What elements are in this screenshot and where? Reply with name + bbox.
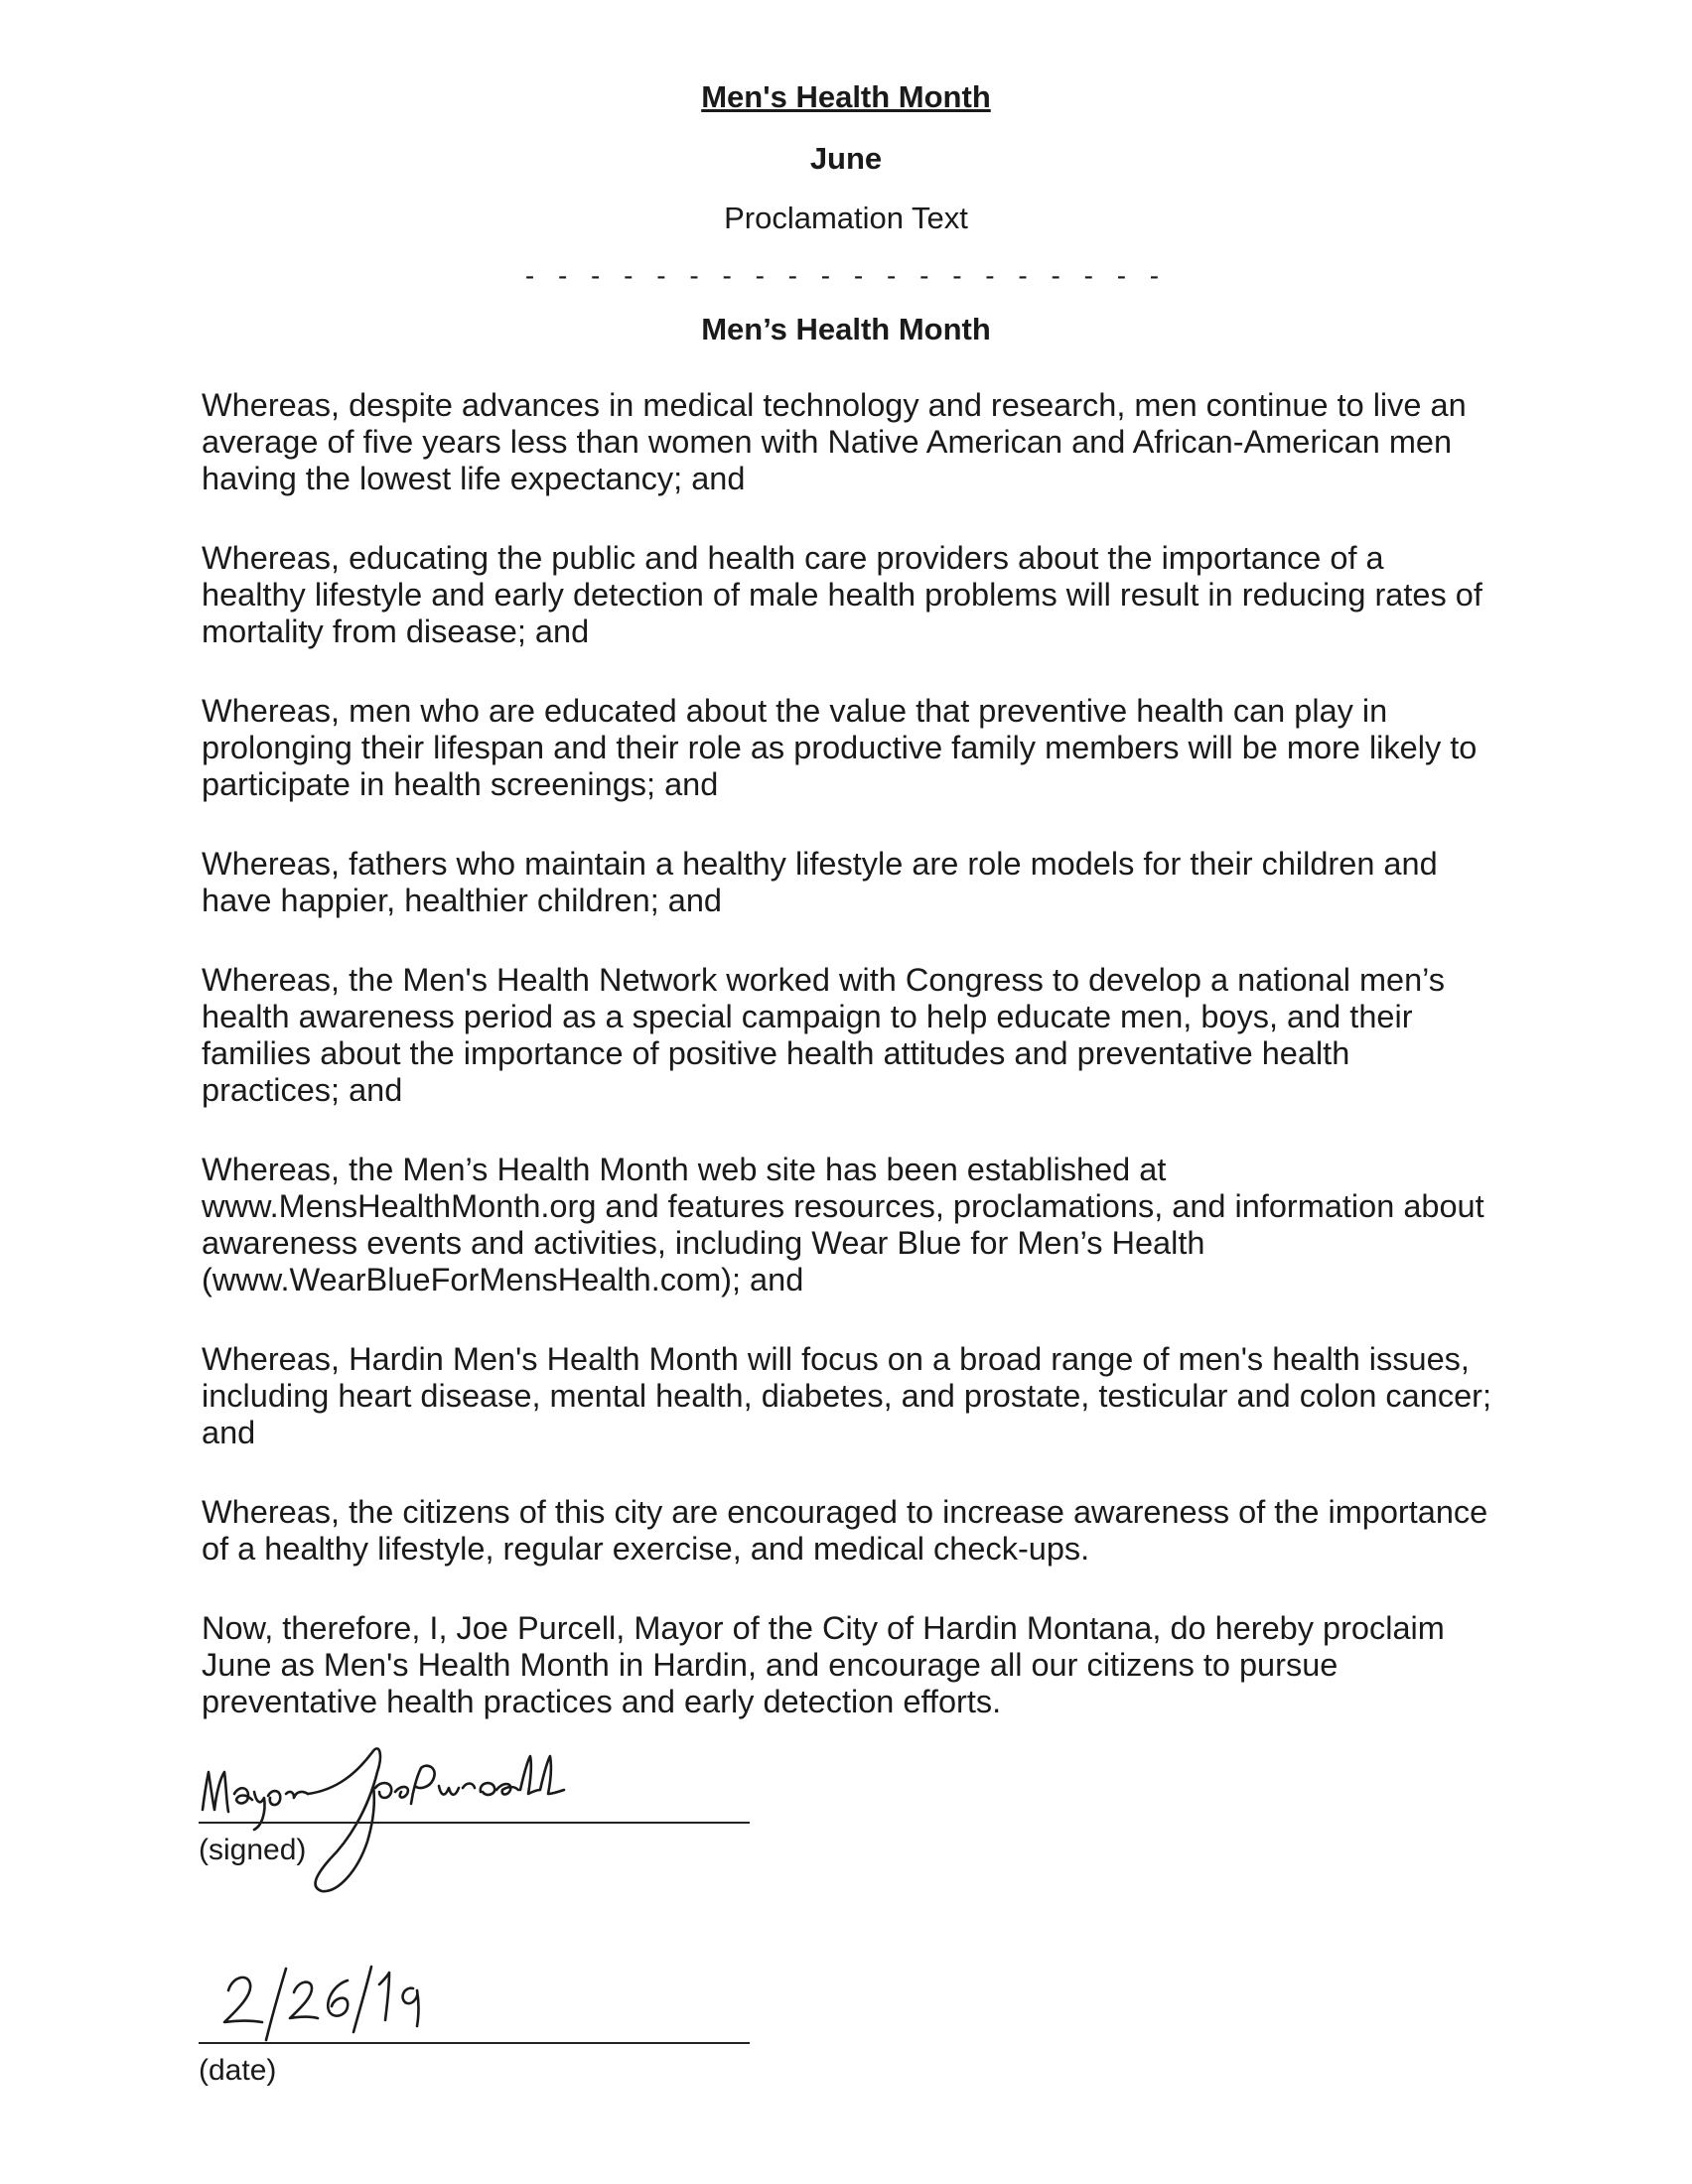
signature-block	[199, 1742, 755, 2100]
document-title: Men's Health Month	[701, 79, 991, 114]
paragraph-whereas-citizens: Whereas, the citizens of this city are encouraged to increase awareness of the importance of a healthy lifestyle, regular exercise, and medical check-ups.	[202, 1494, 1488, 1567]
dashed-divider: - - - - - - - - - - - - - - - - - - - -	[524, 260, 1168, 291]
proclamation-body	[202, 387, 1492, 1763]
paragraph-whereas-life-expectancy: Whereas, despite advances in medical technology and research, men continue to live an average of five years less than women with Native American and African-American men having the lowest life expectancy; and	[202, 387, 1467, 496]
paragraph-whereas-preventive-health: Whereas, men who are educated about the value that preventive health can play in prolonging their lifespan and their role as productive family members will be more likely to participate in health screenings; and	[202, 693, 1478, 802]
handwritten-signature	[199, 1742, 755, 2100]
paragraph-proclamation: Now, therefore, I, Joe Purcell, Mayor of the City of Hardin Montana, do hereby proclaim June as Men's Health Month in Hardin, and encourage all our citizens to pursue preventative health practices and early detection efforts.	[202, 1610, 1445, 1719]
document-subtitle: Proclamation Text	[724, 201, 968, 235]
signature-line	[199, 1822, 750, 1824]
paragraph-whereas-fathers: Whereas, fathers who maintain a healthy lifestyle are role models for their children and have happier, healthier children; and	[202, 846, 1438, 918]
date-label: (date)	[199, 2054, 277, 2087]
paragraph-whereas-education: Whereas, educating the public and health care providers about the importance of a healthy lifestyle and early detection of male health problems will result in reducing rates of mortality from disease; and	[202, 540, 1482, 649]
paragraph-whereas-focus: Whereas, Hardin Men's Health Month will focus on a broad range of men's health issues, including heart disease, mental health, diabetes, and prostate, testicular and colon cancer; and	[202, 1341, 1492, 1450]
document-month: June	[809, 141, 883, 176]
proclamation-heading: Men’s Health Month	[701, 312, 991, 346]
paragraph-whereas-website: Whereas, the Men’s Health Month web site has been established at www.MensHealthMonth.org and features resources, proclamations, and information about awareness events and activities, including Wear Blue for Men’s Health (www.WearBlueForMensHealth.com); and	[202, 1152, 1484, 1297]
date-line	[199, 2042, 750, 2044]
signed-label: (signed)	[199, 1834, 307, 1866]
paragraph-whereas-network: Whereas, the Men's Health Network worked with Congress to develop a national men’s health awareness period as a special campaign to help educate men, boys, and their families about the importance of positive health attitudes and preventative health practices; and	[202, 962, 1446, 1108]
